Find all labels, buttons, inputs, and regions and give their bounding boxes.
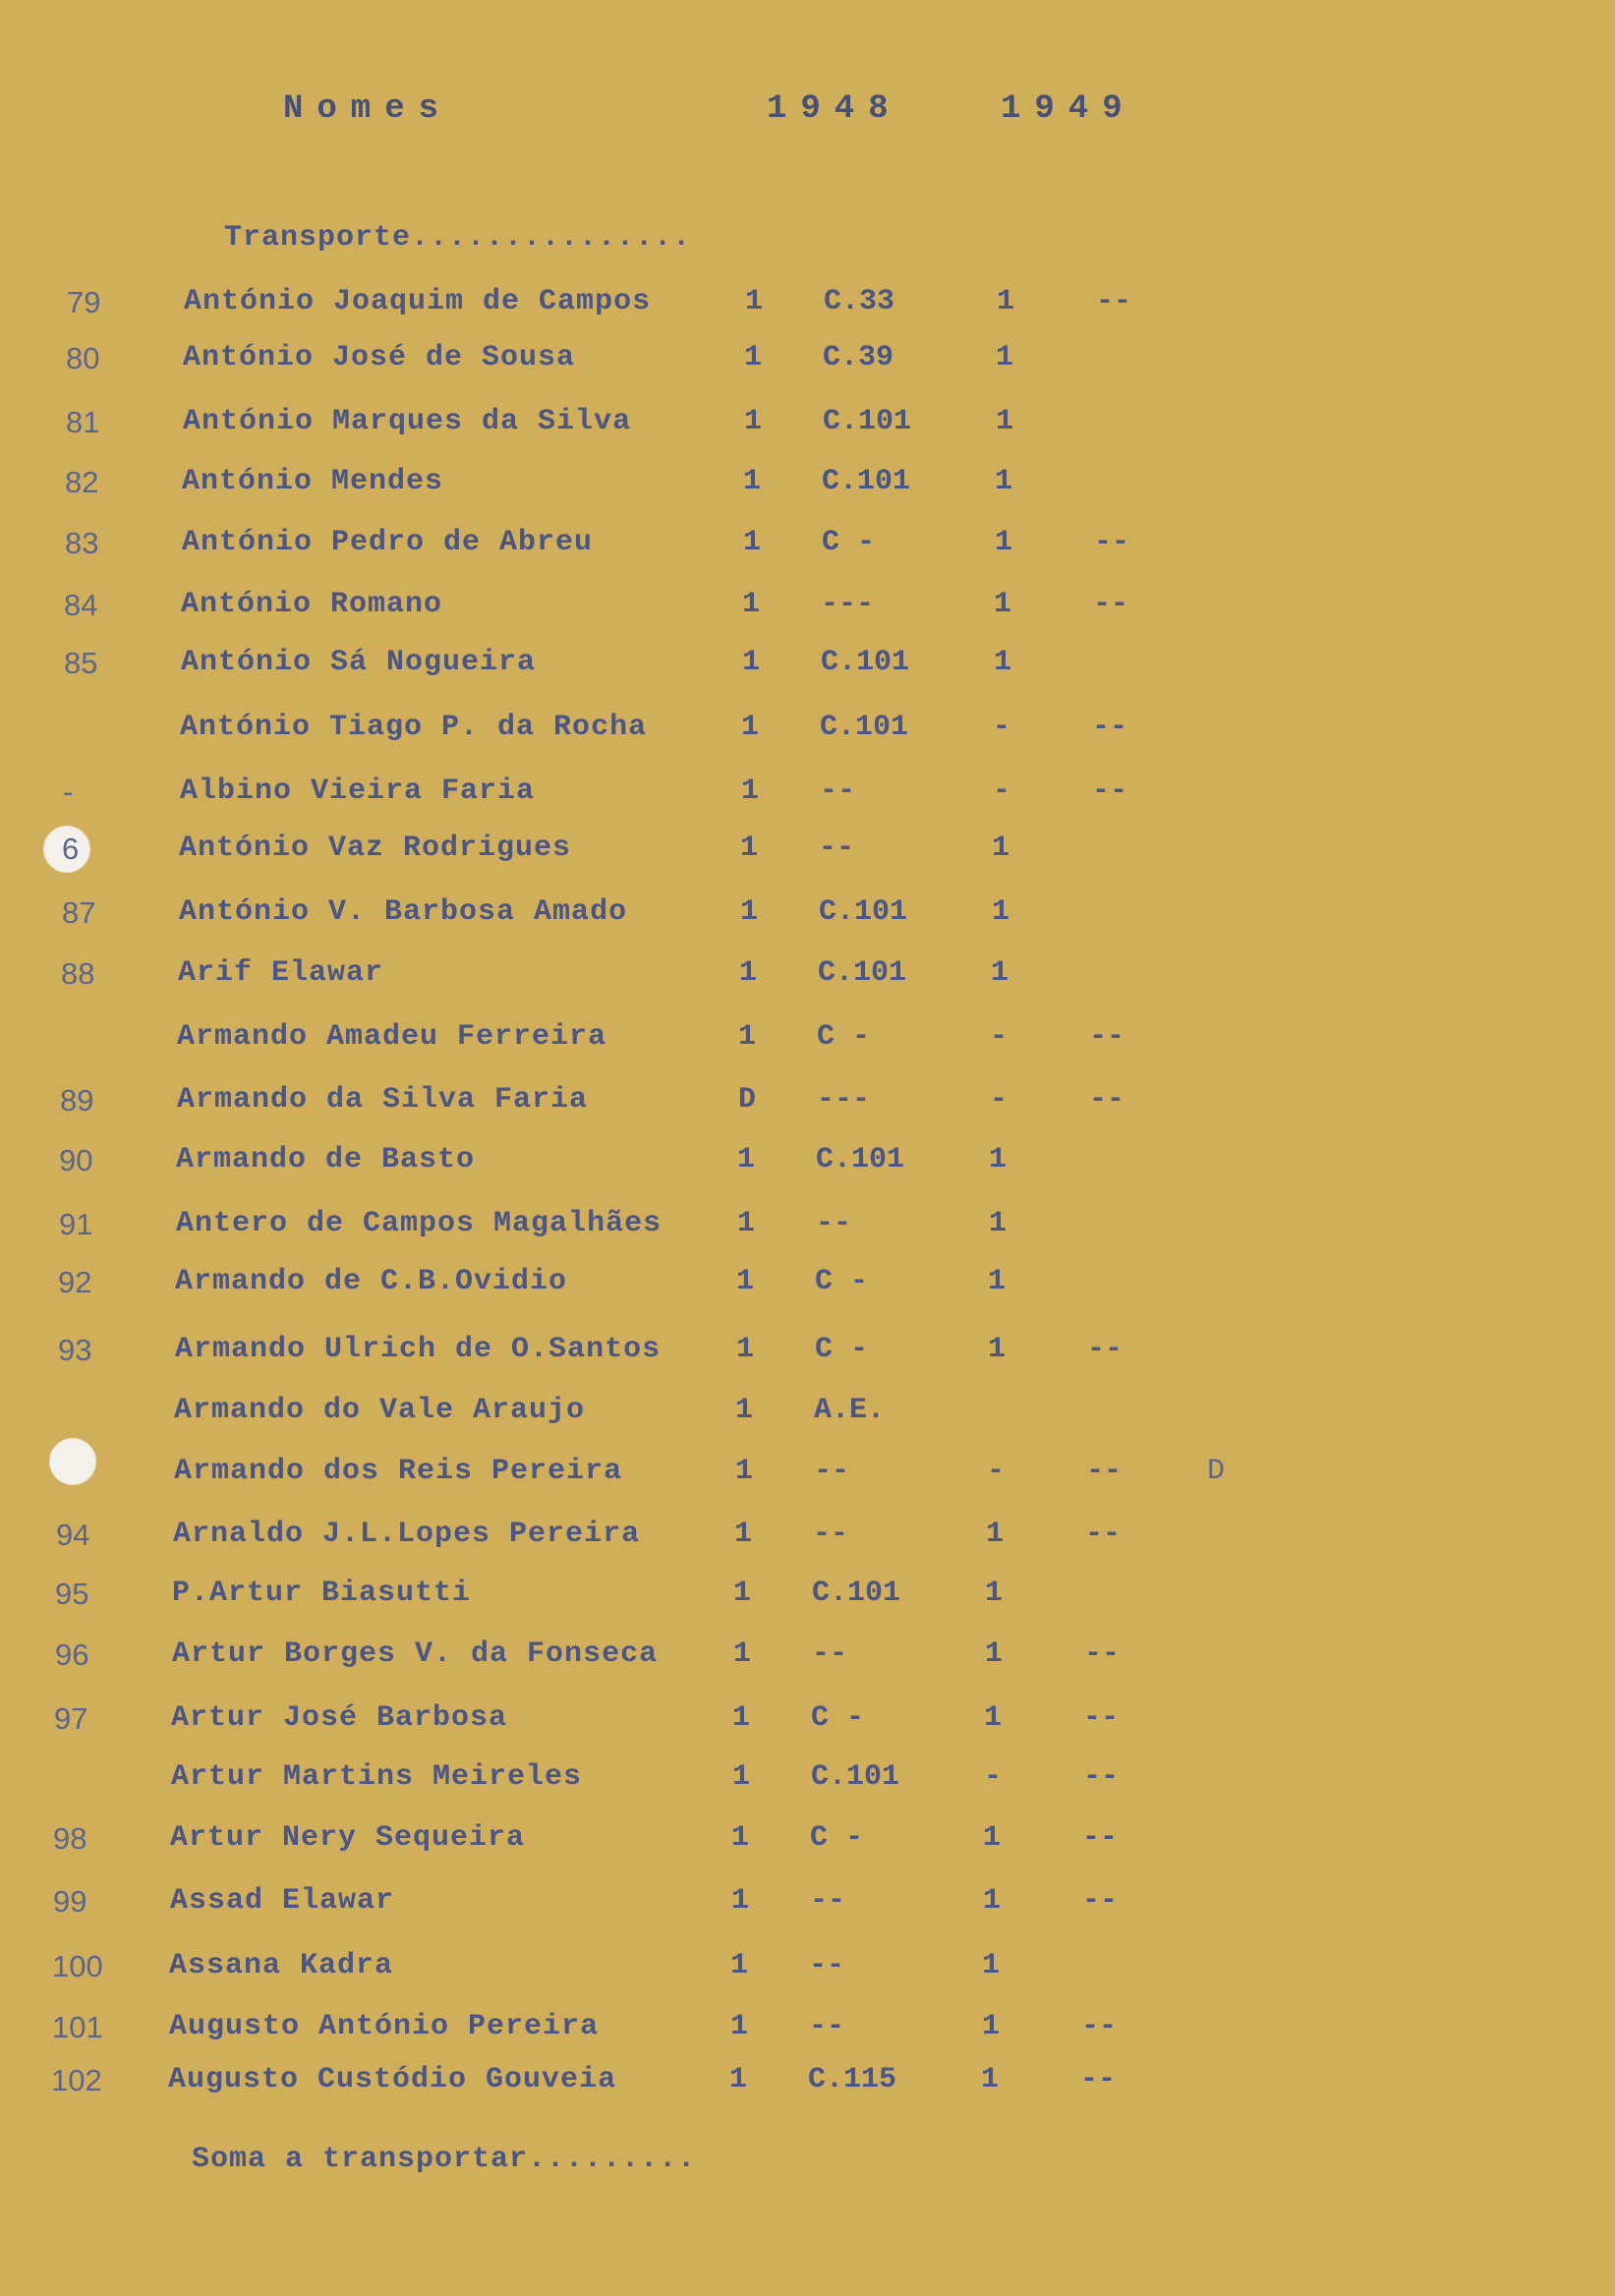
entry-1949-count: 1	[988, 1333, 1007, 1366]
entry-name: Armando da Silva Faria	[177, 1083, 589, 1117]
header-year-1949: 1949	[1001, 90, 1136, 128]
entry-1948-count: 1	[741, 711, 760, 744]
entry-1949-mark: --	[1089, 1083, 1125, 1117]
table-row	[0, 832, 1615, 881]
entry-1949-count: 1	[984, 1701, 1003, 1735]
table-row	[0, 465, 1615, 514]
entry-1948-count: 1	[740, 832, 759, 865]
entry-name: António Joaquim de Campos	[184, 285, 652, 318]
entry-1949-count: 1	[996, 341, 1014, 374]
table-row	[0, 895, 1615, 945]
entry-1948-count: 1	[731, 1821, 750, 1855]
table-row	[0, 1518, 1615, 1567]
entry-1948-count: 1	[733, 1577, 752, 1610]
table-row	[0, 1455, 1615, 1504]
table-row	[0, 1884, 1615, 1933]
transport-out-line: Soma a transportar.........	[192, 2143, 697, 2176]
entry-1948-code: --	[820, 775, 856, 808]
entry-name: Armando Amadeu Ferreira	[177, 1020, 607, 1054]
entry-number: 93	[58, 1333, 92, 1367]
entry-number: 90	[59, 1143, 93, 1177]
entry-1949-count: 1	[981, 2063, 1000, 2096]
entry-1948-count: 1	[738, 1020, 757, 1054]
table-row	[0, 711, 1615, 760]
table-row	[0, 956, 1615, 1005]
entry-1949-count: -	[987, 1455, 1006, 1488]
table-row	[0, 1701, 1615, 1751]
entry-1949-mark: --	[1086, 1455, 1123, 1488]
table-row	[0, 1020, 1615, 1069]
table-row	[0, 2010, 1615, 2059]
entry-1949-count: 1	[985, 1577, 1004, 1610]
table-row	[0, 1821, 1615, 1870]
entry-name: Artur José Barbosa	[171, 1701, 508, 1735]
entry-1948-count: 1	[732, 1760, 751, 1794]
entry-1949-count: 1	[991, 956, 1009, 990]
entry-number: -	[63, 775, 74, 809]
entry-1949-count: -	[993, 711, 1011, 744]
entry-1948-code: --	[814, 1455, 850, 1488]
entry-name: António Tiago P. da Rocha	[180, 711, 648, 744]
entry-name: António Mendes	[182, 465, 444, 498]
entry-1948-code: C -	[810, 1821, 864, 1855]
entry-1949-mark: --	[1087, 1333, 1124, 1366]
entry-1949-mark: --	[1082, 1821, 1119, 1855]
entry-number: 84	[64, 588, 98, 622]
entry-1948-count: 1	[742, 588, 761, 621]
entry-name: António Pedro de Abreu	[182, 526, 594, 559]
entry-name: Armando dos Reis Pereira	[174, 1455, 623, 1488]
entry-name: António V. Barbosa Amado	[179, 895, 628, 929]
entry-name: Artur Nery Sequeira	[170, 1821, 526, 1855]
table-row	[0, 1760, 1615, 1809]
entry-1948-count: 1	[744, 341, 763, 374]
entry-1948-count: 1	[740, 895, 759, 929]
entry-number: 83	[65, 526, 99, 560]
entry-number: 81	[66, 405, 100, 439]
entry-1948-count: 1	[733, 1637, 752, 1671]
entry-1949-mark: --	[1092, 775, 1128, 808]
entry-name: Assad Elawar	[170, 1884, 395, 1918]
entry-1949-count: 1	[989, 1207, 1008, 1240]
entry-1948-count: 1	[737, 1207, 756, 1240]
entry-1948-code: C.101	[822, 465, 911, 498]
entry-1949-mark: --	[1084, 1637, 1121, 1671]
entry-number: 87	[62, 895, 96, 930]
entry-1948-code: C -	[822, 526, 876, 559]
entry-1948-count: 1	[745, 285, 764, 318]
entry-1949-count: 1	[992, 832, 1010, 865]
entry-number: 98	[53, 1821, 87, 1856]
entry-number: 85	[64, 646, 98, 680]
entry-1948-code: --	[809, 1949, 845, 1982]
entry-name: António Marques da Silva	[183, 405, 632, 438]
table-row	[0, 646, 1615, 695]
entry-1949-count: 1	[985, 1637, 1004, 1671]
entry-name: Augusto Custódio Gouveia	[168, 2063, 617, 2096]
entry-1948-count: 1	[732, 1701, 751, 1735]
entry-1948-count: 1	[736, 1265, 755, 1298]
entry-1948-code: --	[810, 1884, 846, 1918]
table-row	[0, 1637, 1615, 1687]
entry-name: Antero de Campos Magalhães	[176, 1207, 663, 1240]
entry-name: Artur Martins Meireles	[171, 1760, 583, 1794]
header-names: Nomes	[283, 90, 453, 128]
entry-name: António Romano	[181, 588, 443, 621]
entry-number: 99	[53, 1884, 87, 1919]
entry-name: Artur Borges V. da Fonseca	[172, 1637, 659, 1671]
entry-name: P.Artur Biasutti	[172, 1577, 472, 1610]
entry-1949-count: -	[990, 1083, 1009, 1117]
entry-1948-count: 1	[742, 646, 761, 679]
entry-number: 88	[61, 956, 95, 991]
entry-1948-count: 1	[739, 956, 758, 990]
entry-1949-mark: --	[1089, 1020, 1125, 1054]
table-row	[0, 1265, 1615, 1314]
entry-1949-mark: --	[1081, 2010, 1118, 2043]
entry-1948-count: 1	[734, 1518, 753, 1551]
transport-in-line: Transporte...............	[224, 221, 692, 255]
entry-1949-mark: --	[1096, 285, 1132, 318]
entry-1948-code: C.101	[821, 646, 910, 679]
table-row	[0, 1949, 1615, 1998]
entry-1948-count: 1	[729, 2063, 748, 2096]
table-row	[0, 2063, 1615, 2112]
entry-name: Augusto António Pereira	[169, 2010, 600, 2043]
entry-1948-code: C -	[815, 1333, 869, 1366]
entry-number: 79	[67, 285, 101, 319]
entry-1949-count: 1	[982, 2010, 1001, 2043]
entry-name: Armando do Vale Araujo	[174, 1394, 586, 1427]
entry-1948-count: 1	[737, 1143, 756, 1177]
entry-1949-count: 1	[986, 1518, 1005, 1551]
entry-1948-count: 1	[743, 526, 762, 559]
entry-1948-count: 1	[743, 465, 762, 498]
entry-1949-count: 1	[989, 1143, 1008, 1177]
entry-number: 97	[54, 1701, 88, 1736]
entry-number: 89	[60, 1083, 94, 1118]
entry-1948-code: C.33	[824, 285, 895, 318]
entry-1948-code: ---	[821, 588, 875, 621]
entry-1948-count: 1	[735, 1394, 754, 1427]
entry-name: António Sá Nogueira	[181, 646, 537, 679]
entry-1949-count: 1	[994, 588, 1012, 621]
entry-name: Armando de Basto	[176, 1143, 476, 1177]
entry-number: 6	[62, 832, 80, 866]
table-row	[0, 285, 1615, 334]
table-row	[0, 588, 1615, 637]
entry-1948-code: C.101	[820, 711, 909, 744]
entry-name: Armando de C.B.Ovidio	[175, 1265, 568, 1298]
entry-1948-code: --	[809, 2010, 845, 2043]
entry-number: 94	[56, 1518, 90, 1552]
entry-1949-count: 1	[983, 1884, 1002, 1918]
entry-name: António Vaz Rodrigues	[179, 832, 572, 865]
entry-name: Assana Kadra	[169, 1949, 394, 1982]
entry-1949-mark: --	[1083, 1760, 1120, 1794]
entry-1948-code: A.E.	[814, 1394, 886, 1427]
entry-1949-count: 1	[983, 1821, 1002, 1855]
table-row	[0, 1577, 1615, 1626]
table-row	[0, 1333, 1615, 1382]
entry-1948-code: --	[812, 1637, 848, 1671]
entry-1949-count: 1	[982, 1949, 1001, 1982]
entry-1949-count: 1	[994, 646, 1012, 679]
entry-1948-code: C.115	[808, 2063, 897, 2096]
entry-1949-mark: --	[1094, 526, 1130, 559]
entry-1948-code: C.101	[818, 956, 907, 990]
entry-1948-code: --	[816, 1207, 852, 1240]
entry-1949-count: -	[990, 1020, 1009, 1054]
table-row	[0, 1207, 1615, 1256]
entry-1949-count: 1	[997, 285, 1015, 318]
entry-1949-mark: --	[1093, 588, 1129, 621]
entry-1948-count: 1	[730, 1949, 749, 1982]
entry-1949-mark: --	[1092, 711, 1128, 744]
table-row	[0, 775, 1615, 824]
entry-name: Albino Vieira Faria	[180, 775, 536, 808]
entry-1948-code: C -	[815, 1265, 869, 1298]
entry-1949-count: 1	[995, 526, 1013, 559]
entry-1948-code: C.101	[812, 1577, 901, 1610]
entry-1949-mark: --	[1082, 1884, 1119, 1918]
table-row	[0, 1394, 1615, 1443]
table-row	[0, 1083, 1615, 1132]
entry-number: 80	[66, 341, 100, 375]
entry-1948-count: 1	[744, 405, 763, 438]
entry-1949-mark: --	[1083, 1701, 1120, 1735]
entry-number: 82	[65, 465, 99, 499]
entry-name: Arnaldo J.L.Lopes Pereira	[173, 1518, 641, 1551]
table-row	[0, 341, 1615, 390]
entry-1949-count: -	[993, 775, 1011, 808]
entry-number: 100	[52, 1949, 103, 1983]
entry-1949-count: 1	[995, 465, 1013, 498]
entry-1948-code: C.101	[823, 405, 912, 438]
entry-note: D	[1207, 1455, 1226, 1488]
entry-number: 95	[55, 1577, 89, 1611]
entry-1948-code: --	[819, 832, 855, 865]
entry-1948-count: 1	[741, 775, 760, 808]
entry-1949-mark: --	[1080, 2063, 1117, 2096]
entry-1948-count: 1	[736, 1333, 755, 1366]
entry-name: Armando Ulrich de O.Santos	[175, 1333, 662, 1366]
entry-1948-code: C -	[817, 1020, 871, 1054]
entry-number: 102	[51, 2063, 102, 2097]
entry-1949-count: 1	[988, 1265, 1007, 1298]
entry-number: 101	[52, 2010, 103, 2044]
entry-1948-count: 1	[735, 1455, 754, 1488]
entry-1948-code: C -	[811, 1701, 865, 1735]
entry-number: 96	[55, 1637, 89, 1672]
entry-name: António José de Sousa	[183, 341, 576, 374]
header-year-1948: 1948	[767, 90, 902, 128]
entry-1948-code: C.101	[811, 1760, 900, 1794]
entry-1948-code: --	[813, 1518, 849, 1551]
table-row	[0, 1143, 1615, 1192]
entry-number: 92	[58, 1265, 92, 1299]
entry-1948-count: 1	[730, 2010, 749, 2043]
entry-1949-count: -	[984, 1760, 1003, 1794]
entry-1948-count: D	[738, 1083, 757, 1117]
entry-1948-code: ---	[817, 1083, 871, 1117]
entry-1949-count: 1	[996, 405, 1014, 438]
entry-1948-code: C.39	[823, 341, 894, 374]
entry-1948-count: 1	[731, 1884, 750, 1918]
table-row	[0, 526, 1615, 575]
entry-1949-mark: --	[1085, 1518, 1122, 1551]
entry-1948-code: C.101	[816, 1143, 905, 1177]
table-row	[0, 405, 1615, 454]
entry-name: Arif Elawar	[178, 956, 384, 990]
entry-1949-count: 1	[992, 895, 1010, 929]
entry-1948-code: C.101	[819, 895, 908, 929]
entry-number: 91	[59, 1207, 93, 1241]
